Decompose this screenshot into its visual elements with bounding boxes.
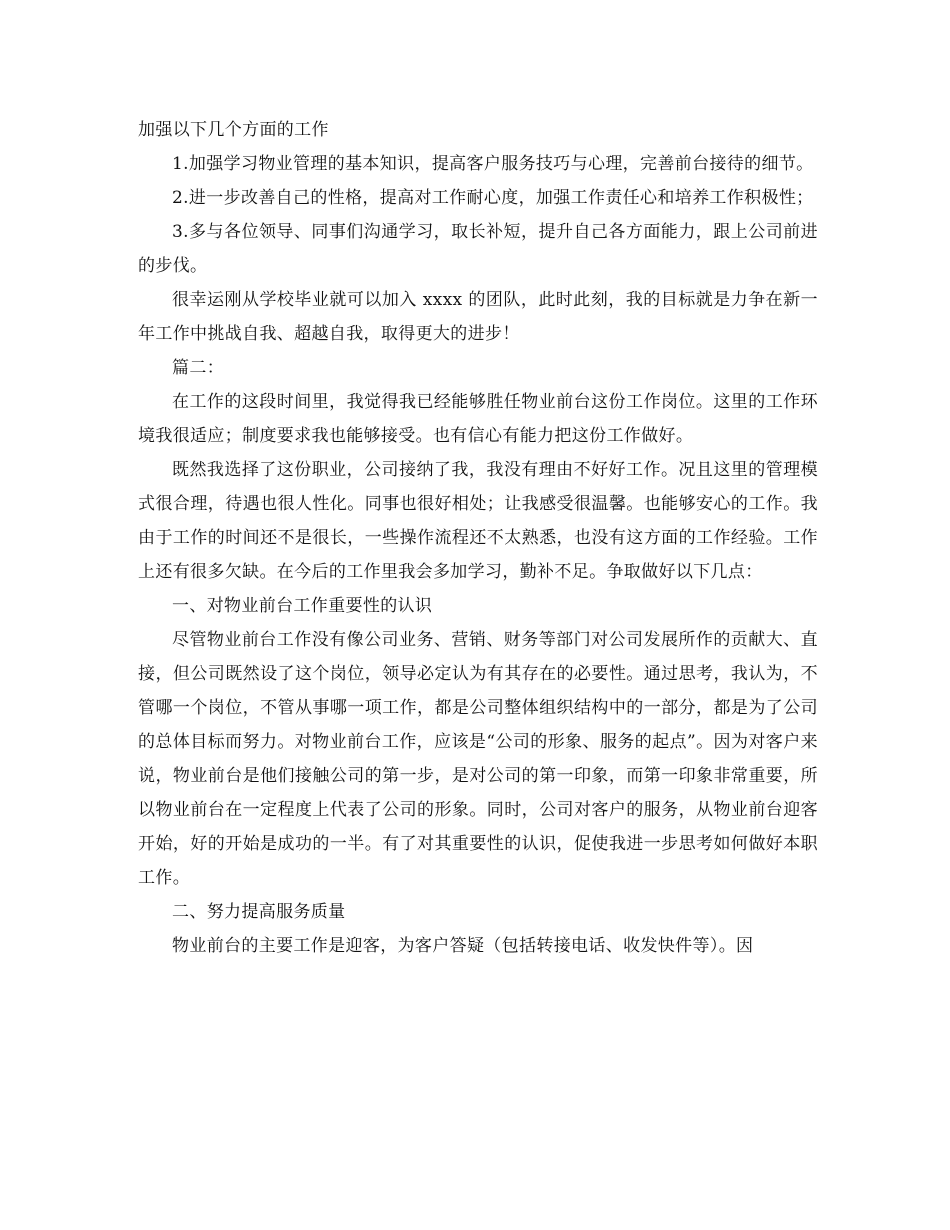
subheading-importance: 一、对物业前台工作重要性的认识: [172, 596, 433, 616]
subheading-service-quality: 二、努力提高服务质量: [172, 902, 346, 922]
paragraph-career-choice: 既然我选择了这份职业，公司接纳了我，我没有理由不好好工作。况且这里的管理模式很合理，待遇也很人性化。同事也很好相处；让我感受很温馨。也能够安心的工作。我由于工作的时间还不是很长，一些操作流程还不太熟悉，也没有这方面的工作经验。工作上还有很多欠缺。在今后的工作里我会多加学习，勤补不足。争取做好以下几点：: [138, 460, 818, 582]
paragraph-intro: 加强以下几个方面的工作: [138, 120, 329, 140]
paragraph-work-environment: 在工作的这段时间里，我觉得我已经能够胜任物业前台这份工作岗位。这里的工作环境我很适应；制度要求我也能够接受。也有信心有能力把这份工作做好。: [138, 392, 818, 446]
paragraph-item-2: 2.进一步改善自己的性格，提高对工作耐心度，加强工作责任心和培养工作积极性；: [172, 188, 814, 208]
paragraph-item-3: 3.多与各位领导、同事们沟通学习，取长补短，提升自己各方面能力，跟上公司前进的步伐。: [138, 222, 818, 276]
paragraph-service-quality: 物业前台的主要工作是迎客，为客户答疑（包括转接电话、收发快件等）。因: [172, 936, 754, 956]
paragraph-closing: 很幸运刚从学校毕业就可以加入 xxxx 的团队，此时此刻，我的目标就是力争在新一年工作中挑战自我、超越自我，取得更大的进步！: [138, 290, 818, 344]
section-heading-part-two: 篇二：: [172, 358, 225, 378]
document-body: [138, 113, 818, 963]
paragraph-item-1: 1.加强学习物业管理的基本知识，提高客户服务技巧与心理，完善前台接待的细节。: [172, 154, 814, 174]
paragraph-importance: 尽管物业前台工作没有像公司业务、营销、财务等部门对公司发展所作的贡献大、直接，但公司既然设了这个岗位，领导必定认为有其存在的必要性。通过思考，我认为，不管哪一个岗位，不管从事哪一项工作，都是公司整体组织结构中的一部分，都是为了公司的总体目标而努力。对物业前台工作，应该是“公司的形象、服务的起点”。因为对客户来说，物业前台是他们接触公司的第一步，是对公司的第一印象，而第一印象非常重要，所以物业前台在一定程度上代表了公司的形象。同时，公司对客户的服务，从物业前台迎客开始，好的开始是成功的一半。有了对其重要性的认识，促使我进一步思考如何做好本职工作。: [138, 630, 818, 888]
